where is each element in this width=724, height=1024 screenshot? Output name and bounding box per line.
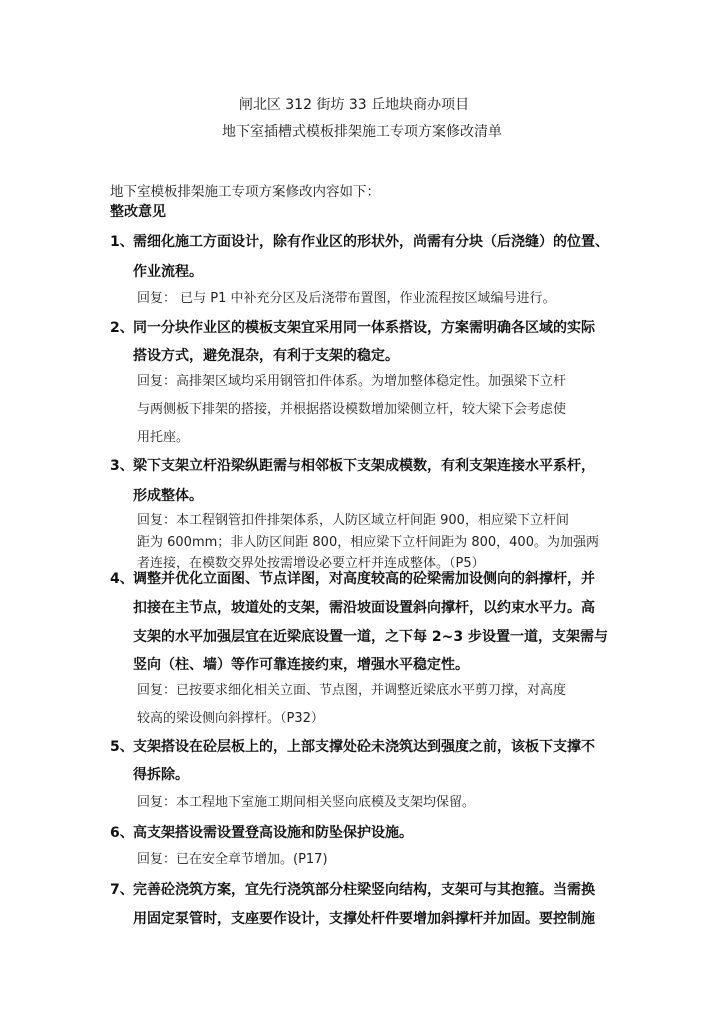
- opinion-line: 支架搭设在砼层板上的，上部支撑处砼未浇筑达到强度之前，该板下支撑不: [133, 739, 595, 755]
- reply-line: 回复：高排架区域均采用钢管扣件体系。为增加整体稳定性。加强梁下立杆: [137, 374, 567, 389]
- item-number: 5、: [110, 739, 134, 755]
- item-number: 2、: [110, 320, 134, 336]
- item-number: 6、: [110, 825, 134, 841]
- reply-line: 回复： 已与 P1 中补充分区及后浇带布置图，作业流程按区域编号进行。: [137, 291, 556, 306]
- opinion-line: 扣接在主节点，坡道处的支架，需沿坡面设置斜向撑杆，以约束水平力。高: [133, 600, 595, 616]
- reply-line: 回复：本工程钢管扣件排架体系，人防区域立杆间距 900，相应梁下立杆间: [137, 513, 569, 528]
- opinion-line: 支架的水平加强层宜在近梁底设置一道，之下每 2~3 步设置一道，支架需与: [133, 629, 608, 645]
- opinion-line: 梁下支架立杆沿梁纵距需与相邻板下支架成模数，有利支架连接水平系杆，: [133, 458, 595, 474]
- reply-line: 距为 600mm；非人防区间距 800，相应梁下立杆间距为 800，400。为加强两: [137, 535, 599, 550]
- opinion-line: 同一分块作业区的模板支架宜采用同一体系搭设，方案需明确各区域的实际: [133, 320, 595, 336]
- opinion-line: 得拆除。: [133, 767, 189, 783]
- opinion-line: 完善砼浇筑方案，宜先行浇筑部分柱梁竖向结构，支架可与其抱箍。当需换: [133, 882, 595, 898]
- item-number: 3、: [110, 458, 134, 474]
- document-title: 地下室插槽式模板排架施工专项方案修改清单: [222, 124, 502, 140]
- reply-line: 回复：本工程地下室施工期间相关竖向底模及支架均保留。: [137, 795, 476, 810]
- item-number: 7、: [110, 882, 134, 898]
- reply-line: 用托座。: [137, 430, 190, 445]
- opinion-line: 竖向（柱、墙）等作可靠连接约束，增强水平稳定性。: [133, 657, 469, 673]
- opinion-line: 形成整体。: [133, 488, 203, 504]
- reply-line: 回复：已在安全章节增加。(P17): [137, 852, 328, 867]
- item-number: 1、: [110, 234, 134, 250]
- opinion-line: 调整并优化立面图、节点详图，对高度较高的砼梁需加设侧向的斜撑杆，并: [133, 571, 595, 587]
- project-title: 闸北区 312 街坊 33 丘地块商办项目: [238, 97, 470, 113]
- reply-line: 较高的梁设侧向斜撑杆。（P32）: [137, 711, 324, 726]
- opinion-line: 高支架搭设需设置登高设施和防坠保护设施。: [133, 825, 413, 841]
- opinion-line: 用固定泵管时，支座要作设计，支撑处杆件要增加斜撑杆并加固。要控制施: [133, 911, 595, 927]
- section-title: 整改意见: [110, 204, 166, 220]
- intro-text: 地下室模板排架施工专项方案修改内容如下：: [110, 184, 380, 200]
- opinion-line: 作业流程。: [133, 264, 203, 280]
- opinion-line: 需细化施工方面设计，除有作业区的形状外，尚需有分块（后浇缝）的位置、: [133, 234, 609, 250]
- reply-line: 者连接，在模数交界处按需增设必要立杆并连成整体。（P5）: [137, 556, 485, 571]
- item-number: 4、: [110, 571, 134, 587]
- opinion-line: 搭设方式，避免混杂，有利于支架的稳定。: [133, 348, 399, 364]
- reply-line: 与两侧板下排架的搭接，并根据搭设模数增加梁侧立杆，较大梁下会考虑使: [137, 402, 567, 417]
- reply-line: 回复：已按要求细化相关立面、节点图，并调整近梁底水平剪刀撑，对高度: [137, 683, 567, 698]
